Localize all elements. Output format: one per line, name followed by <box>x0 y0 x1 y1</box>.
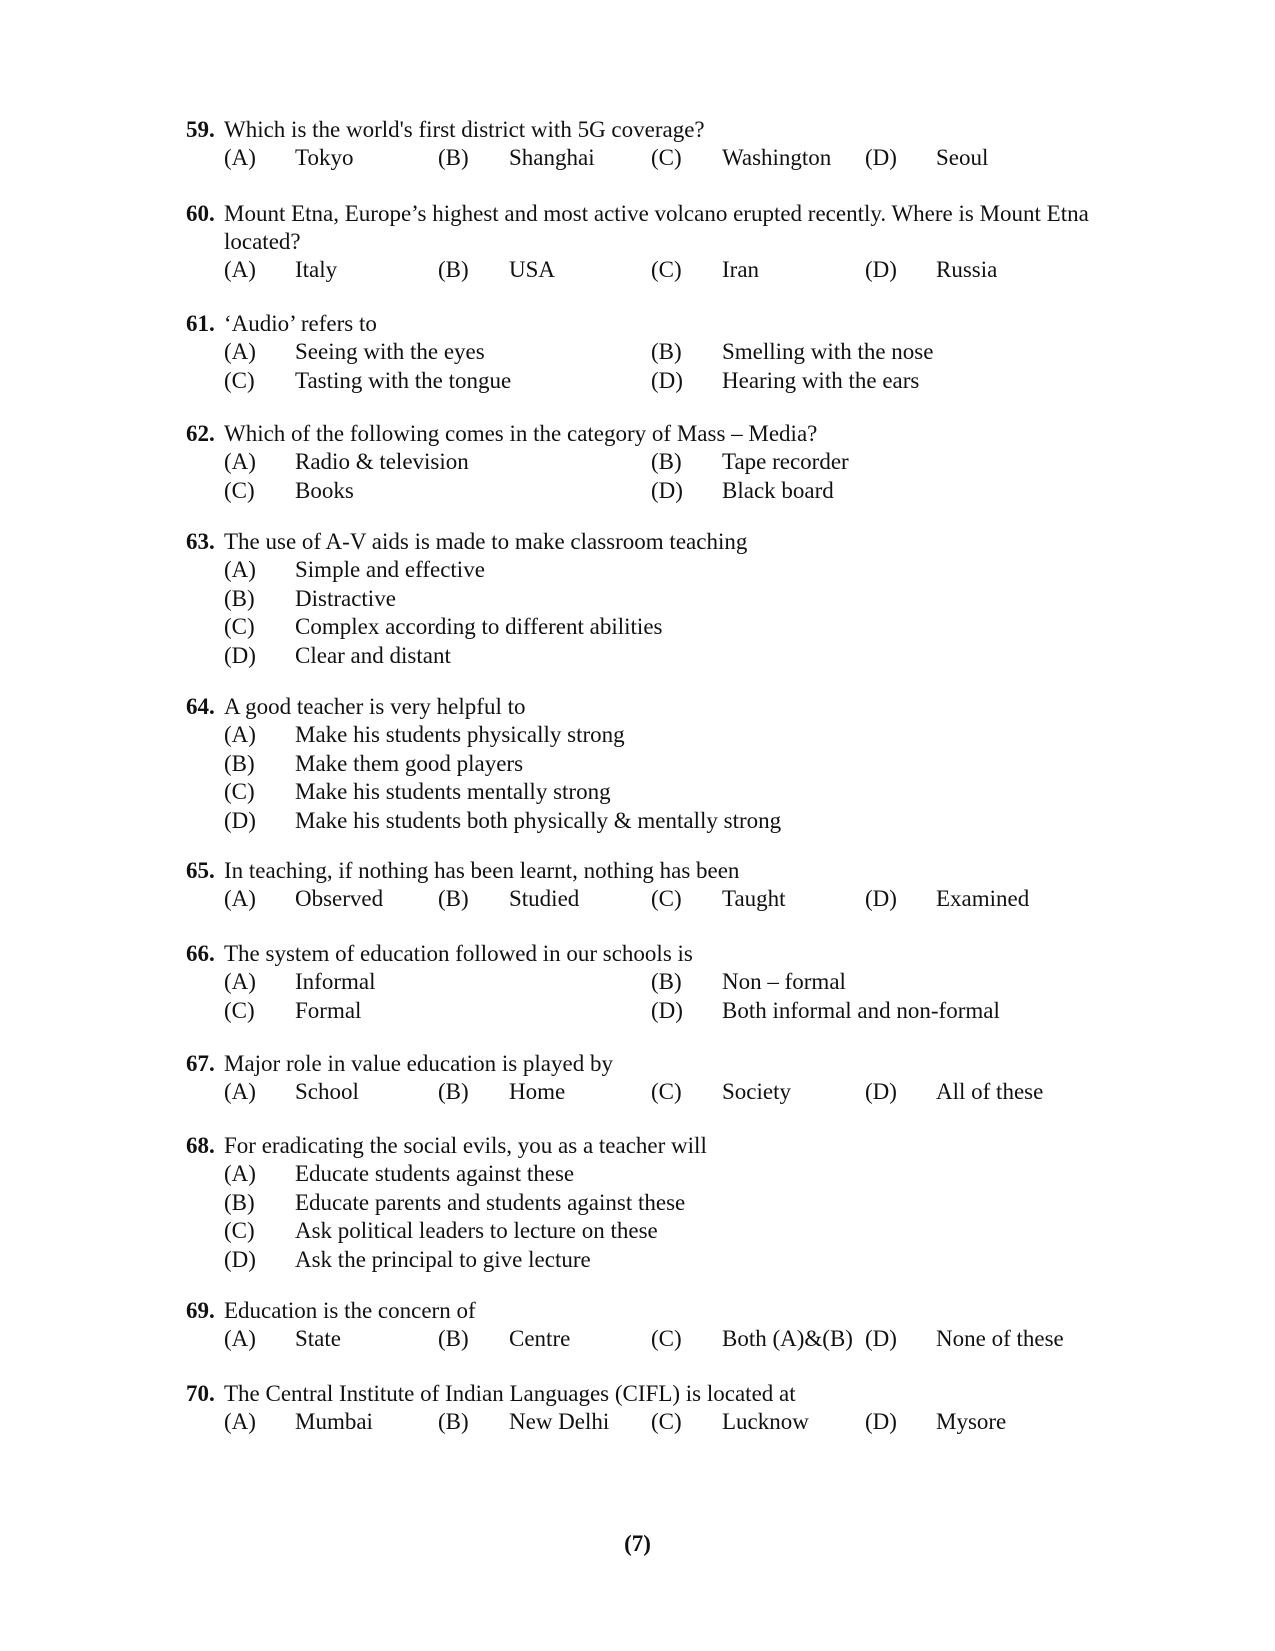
option-label: (D) <box>651 367 683 393</box>
option-label: (B) <box>438 1409 469 1434</box>
option-label: (D) <box>865 1409 897 1434</box>
options <box>224 256 1146 285</box>
option-text: Clear and distant <box>295 642 451 668</box>
option-label: (D) <box>224 807 256 833</box>
option-row <box>224 477 1146 506</box>
option-text: Ask political leaders to lecture on these <box>295 1218 658 1243</box>
option-label: (B) <box>438 1326 469 1351</box>
option-text: Black board <box>722 477 834 503</box>
question-number: 61. <box>186 311 215 336</box>
question-text: Which of the following comes in the category of Mass – Media? <box>224 421 818 446</box>
question-text: Mount Etna, Europe’s highest and most active volcano erupted recently. Where is Mount Etna located? <box>224 201 1089 254</box>
option-label: (D) <box>865 1326 897 1351</box>
question-text: In teaching, if nothing has been learnt, nothing has been <box>224 858 740 883</box>
option-row <box>224 1189 1146 1218</box>
option-text: Tasting with the tongue <box>295 367 512 393</box>
option-label: (D) <box>865 886 897 911</box>
option-label: (A) <box>224 449 256 474</box>
option-label: (B) <box>651 449 682 474</box>
option-text: Make his students physically strong <box>295 722 625 747</box>
option-text: Make his students both physically & mentally strong <box>295 807 782 833</box>
option-row <box>224 367 1146 396</box>
option-row <box>224 807 1146 836</box>
option-text: Italy <box>295 257 338 282</box>
option-text: Studied <box>509 886 580 911</box>
option-label: (C) <box>651 145 682 170</box>
option-row <box>224 338 1146 367</box>
question-text: Which is the world's first district with 5G coverage? <box>224 117 705 142</box>
option-text: School <box>295 1079 359 1104</box>
option-row <box>224 1246 1146 1275</box>
option-row <box>224 448 1146 477</box>
option-label: (C) <box>224 614 255 639</box>
question-number: 67. <box>186 1051 215 1076</box>
option-label: (D) <box>651 997 683 1023</box>
option-label: (B) <box>651 339 682 364</box>
page-number: (7) <box>624 1531 651 1556</box>
question-text: Education is the concern of <box>224 1298 476 1323</box>
question-stem <box>186 116 1146 144</box>
option-text: Home <box>509 1079 566 1104</box>
options <box>224 968 1146 1025</box>
question-number: 59. <box>186 117 215 142</box>
question-number: 64. <box>186 694 215 719</box>
question-text: ‘Audio’ refers to <box>224 311 377 336</box>
options <box>224 1078 1146 1107</box>
option-text: Washington <box>722 145 832 170</box>
option-text: Educate parents and students against these <box>295 1189 686 1215</box>
question-stem <box>186 1297 1146 1325</box>
option-label: (B) <box>438 1079 469 1104</box>
option-label: (D) <box>865 145 897 170</box>
question-stem <box>186 693 1146 721</box>
question-text: Major role in value education is played by <box>224 1051 613 1076</box>
option-text: Ask the principal to give lecture <box>295 1246 591 1272</box>
option-row <box>224 256 1146 285</box>
question-stem <box>186 1380 1146 1408</box>
option-text: Smelling with the nose <box>722 339 934 364</box>
question-block <box>186 116 1146 173</box>
question-block <box>186 528 1146 670</box>
option-label: (A) <box>224 339 256 364</box>
option-label: (B) <box>438 257 469 282</box>
option-text: Formal <box>295 997 362 1023</box>
option-label: (A) <box>224 1409 256 1434</box>
option-label: (C) <box>224 1218 255 1243</box>
question-text: For eradicating the social evils, you as a teacher will <box>224 1133 707 1158</box>
option-label: (A) <box>224 886 256 911</box>
option-text: Seoul <box>936 145 989 170</box>
options <box>224 721 1146 835</box>
question-block <box>186 1132 1146 1274</box>
option-text: Seeing with the eyes <box>295 339 485 364</box>
option-text: Distractive <box>295 585 396 611</box>
option-row <box>224 642 1146 671</box>
option-label: (D) <box>224 1246 256 1272</box>
option-label: (A) <box>224 257 256 282</box>
options <box>224 885 1146 914</box>
option-row <box>224 1160 1146 1189</box>
option-row <box>224 778 1146 807</box>
option-row <box>224 1217 1146 1246</box>
option-row <box>224 885 1146 914</box>
option-row <box>224 144 1146 173</box>
option-text: Hearing with the ears <box>722 367 920 393</box>
option-text: Iran <box>722 257 760 282</box>
option-row <box>224 968 1146 997</box>
option-label: (A) <box>224 145 256 170</box>
option-text: Simple and effective <box>295 557 485 582</box>
option-text: Society <box>722 1079 791 1104</box>
question-block <box>186 693 1146 835</box>
question-number: 65. <box>186 858 215 883</box>
option-row <box>224 1078 1146 1107</box>
question-stem <box>186 1050 1146 1078</box>
option-row <box>224 556 1146 585</box>
option-text: Make them good players <box>295 750 524 776</box>
options <box>224 448 1146 505</box>
option-text: USA <box>509 257 556 282</box>
question-block <box>186 310 1146 395</box>
option-text: Mumbai <box>295 1409 373 1434</box>
question-number: 60. <box>186 201 215 226</box>
option-text: Non – formal <box>722 969 846 994</box>
option-text: Taught <box>722 886 786 911</box>
option-label: (C) <box>651 257 682 282</box>
option-row <box>224 750 1146 779</box>
option-row <box>224 1408 1146 1437</box>
option-label: (B) <box>224 585 255 611</box>
question-stem <box>186 528 1146 556</box>
option-text: Centre <box>509 1326 571 1351</box>
question-stem <box>186 1132 1146 1160</box>
option-row <box>224 1325 1146 1354</box>
option-label: (C) <box>651 1409 682 1434</box>
options <box>224 144 1146 173</box>
option-text: New Delhi <box>509 1409 610 1434</box>
option-text: Educate students against these <box>295 1161 575 1186</box>
option-text: State <box>295 1326 341 1351</box>
option-text: Radio & television <box>295 449 469 474</box>
options <box>224 338 1146 395</box>
option-text: Make his students mentally strong <box>295 779 611 804</box>
option-label: (A) <box>224 1326 256 1351</box>
option-text: Mysore <box>936 1409 1007 1434</box>
question-stem <box>186 310 1146 338</box>
option-label: (A) <box>224 1079 256 1104</box>
option-text: Both informal and non-formal <box>722 997 1000 1023</box>
option-text: All of these <box>936 1079 1044 1104</box>
options <box>224 556 1146 670</box>
option-row <box>224 585 1146 614</box>
option-text: Lucknow <box>722 1409 809 1434</box>
question-text: A good teacher is very helpful to <box>224 694 526 719</box>
option-label: (C) <box>224 779 255 804</box>
question-stem <box>186 200 1146 256</box>
option-label: (B) <box>438 886 469 911</box>
question-number: 68. <box>186 1133 215 1158</box>
question-number: 62. <box>186 421 215 446</box>
option-row <box>224 613 1146 642</box>
options <box>224 1160 1146 1274</box>
question-text: The Central Institute of Indian Languages (CIFL) is located at <box>224 1381 796 1406</box>
option-text: Shanghai <box>509 145 595 170</box>
question-text: The system of education followed in our schools is <box>224 941 693 966</box>
option-label: (A) <box>224 969 256 994</box>
option-label: (D) <box>865 257 897 282</box>
question-block <box>186 1050 1146 1107</box>
question-block <box>186 420 1146 505</box>
option-text: Books <box>295 477 354 503</box>
question-stem <box>186 420 1146 448</box>
option-text: Examined <box>936 886 1030 911</box>
question-number: 70. <box>186 1381 215 1406</box>
question-block <box>186 1297 1146 1354</box>
option-row <box>224 721 1146 750</box>
question-block <box>186 857 1146 914</box>
question-stem <box>186 940 1146 968</box>
question-block <box>186 940 1146 1025</box>
option-label: (A) <box>224 1161 256 1186</box>
question-block <box>186 200 1146 285</box>
option-text: Observed <box>295 886 384 911</box>
option-label: (B) <box>438 145 469 170</box>
question-number: 63. <box>186 529 215 554</box>
question-text: The use of A-V aids is made to make classroom teaching <box>224 529 748 554</box>
option-label: (A) <box>224 722 256 747</box>
option-label: (C) <box>224 477 255 503</box>
option-label: (C) <box>224 997 255 1023</box>
option-label: (B) <box>224 750 255 776</box>
option-label: (C) <box>651 1326 682 1351</box>
options <box>224 1408 1146 1437</box>
option-text: Both (A)&(B) <box>722 1326 853 1351</box>
option-text: Informal <box>295 969 376 994</box>
option-text: Tokyo <box>295 145 354 170</box>
option-label: (C) <box>224 367 255 393</box>
option-label: (A) <box>224 557 256 582</box>
question-number: 66. <box>186 941 215 966</box>
option-label: (D) <box>651 477 683 503</box>
option-text: None of these <box>936 1326 1064 1351</box>
option-label: (B) <box>651 969 682 994</box>
question-stem <box>186 857 1146 885</box>
question-number: 69. <box>186 1298 215 1323</box>
option-text: Russia <box>936 257 998 282</box>
options <box>224 1325 1146 1354</box>
option-label: (C) <box>651 1079 682 1104</box>
option-text: Complex according to different abilities <box>295 614 663 639</box>
option-label: (B) <box>224 1189 255 1215</box>
question-block <box>186 1380 1146 1437</box>
option-label: (C) <box>651 886 682 911</box>
option-text: Tape recorder <box>722 449 849 474</box>
option-row <box>224 997 1146 1026</box>
option-label: (D) <box>224 642 256 668</box>
option-label: (D) <box>865 1079 897 1104</box>
